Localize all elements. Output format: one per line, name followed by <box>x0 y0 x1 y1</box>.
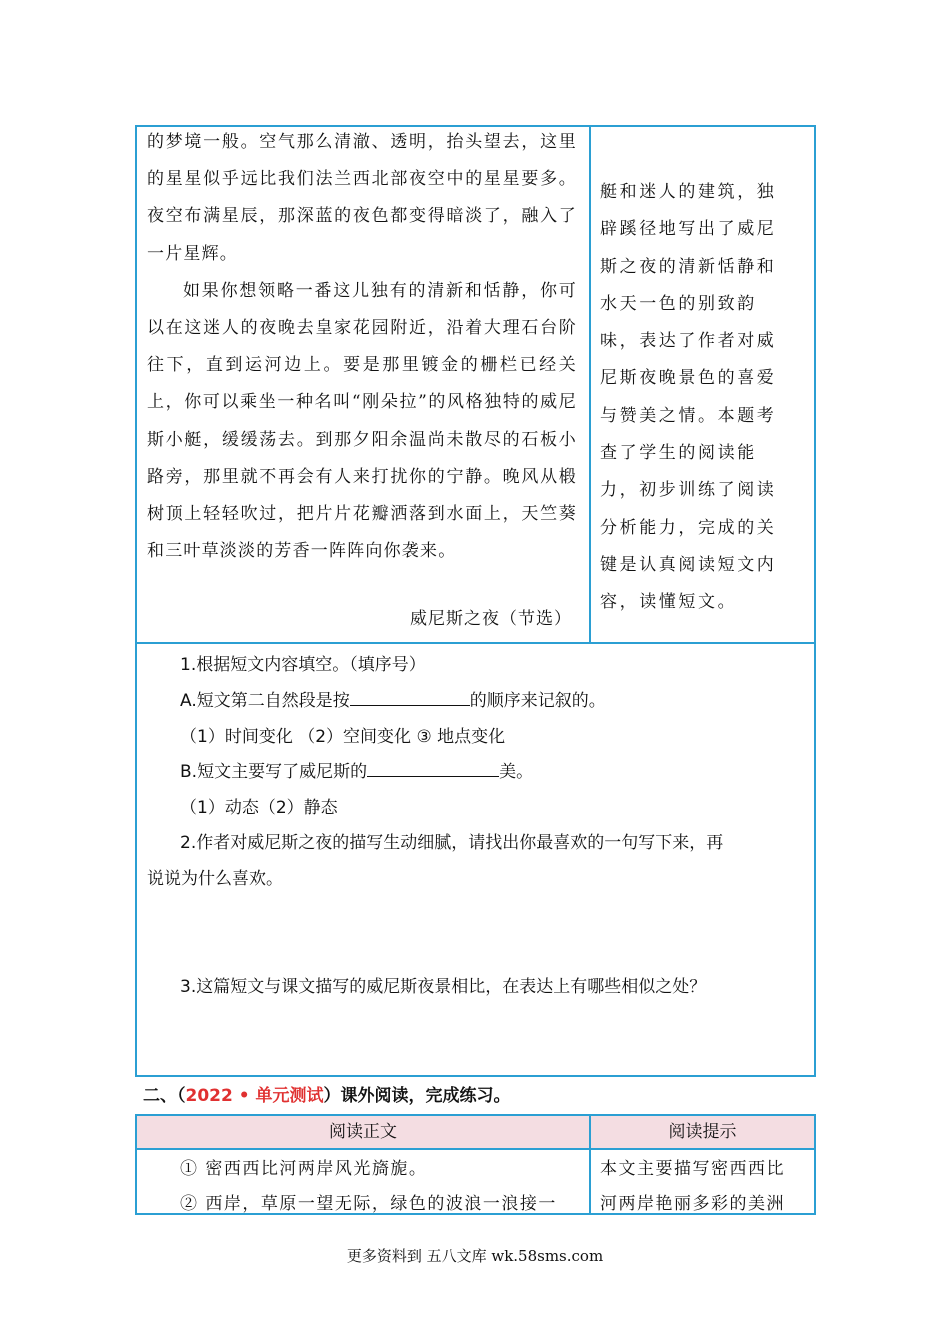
question-1b-options: （1）动态（2）静态 <box>180 798 338 818</box>
question-2-line-2: 说说为什么喜欢。 <box>147 869 283 889</box>
question-1a-suffix: 的顺序来记叙的。 <box>469 691 606 711</box>
table-divider <box>135 1148 816 1150</box>
table-2-header-right: 阅读提示 <box>668 1122 737 1142</box>
passage-text <box>147 124 577 570</box>
answer-blank-1a[interactable] <box>350 687 470 706</box>
table-2-text-line: ② 西岸，草原一望无际，绿色的波浪一浪接一 <box>180 1194 557 1214</box>
section-2-title <box>143 1081 511 1106</box>
question-1b-prefix: B.短文主要写了威尼斯的 <box>180 762 368 782</box>
question-1b-suffix: 美。 <box>499 762 534 782</box>
table-2-hint-line: 河两岸艳丽多彩的美洲 <box>600 1194 785 1214</box>
question-3: 3.这篇短文与课文描写的威尼斯夜景相比，在表达上有哪些相似之处？ <box>180 977 707 997</box>
table-2-hint-line: 本文主要描写密西西比 <box>600 1159 785 1179</box>
table-divider <box>589 125 591 644</box>
section-2-tag: 2022 • 单元测试 <box>185 1086 324 1106</box>
reading-hint: 艇和迷人的建筑，独辟蹊径地写出了威尼斯之夜的清新恬静和水天一色的别致韵味，表达了作者对威尼斯夜晚景色的喜爱与赞美之情。本题考查了学生的阅读能力，初步训练了阅读分析能力，完成的关键是认真阅读短文内容，读懂短文。 <box>600 182 777 613</box>
question-1: 1.根据短文内容填空。（填序号） <box>180 655 426 675</box>
footer-text: 更多资料到 五八文库 wk.58sms.com <box>346 1247 604 1265</box>
passage-source: 威尼斯之夜（节选） <box>410 609 572 629</box>
section-2-suffix: ）课外阅读，完成练习。 <box>323 1086 511 1106</box>
table-2-header-left: 阅读正文 <box>329 1122 397 1142</box>
question-1a-prefix: A.短文第二自然段是按 <box>180 691 350 711</box>
passage-paragraph-2: 如果你想领略一番这儿独有的清新和恬静，你可以在这迷人的夜晚去皇家花园附近，沿着大理石台阶往下，直到运河边上。要是那里镀金的栅栏已经关上，你可以乘坐一种名叫“刚朵拉”的风格独特的威尼斯小艇，缓缓荡去。到那夕阳余温尚未散尽的石板小路旁，那里就不再会有人来打扰你的宁静。晚风从椴树顶上轻轻吹过，把片片花瓣洒落到水面上，天竺葵和三叶草淡淡的芳香一阵阵向你袭来。 <box>147 280 577 562</box>
question-1b <box>180 757 533 782</box>
section-2-prefix: 二、（ <box>143 1086 186 1106</box>
question-1a-options: （1）时间变化 （2）空间变化 ③ 地点变化 <box>180 727 506 747</box>
passage-paragraph-1: 的梦境一般。空气那么清澈、透明，抬头望去，这里的星星似乎远比我们法兰西北部夜空中的星星要多。夜空布满星辰，那深蓝的夜色都变得暗淡了，融入了一片星辉。 <box>147 132 577 264</box>
answer-blank-1b[interactable] <box>367 758 499 777</box>
question-1a <box>180 686 606 711</box>
question-2-line-1: 2.作者对威尼斯之夜的描写生动细腻，请找出你最喜欢的一句写下来，再 <box>180 833 724 853</box>
table-2-text-line: ① 密西西比河两岸风光旖旎。 <box>180 1159 428 1179</box>
table-divider <box>135 642 816 644</box>
